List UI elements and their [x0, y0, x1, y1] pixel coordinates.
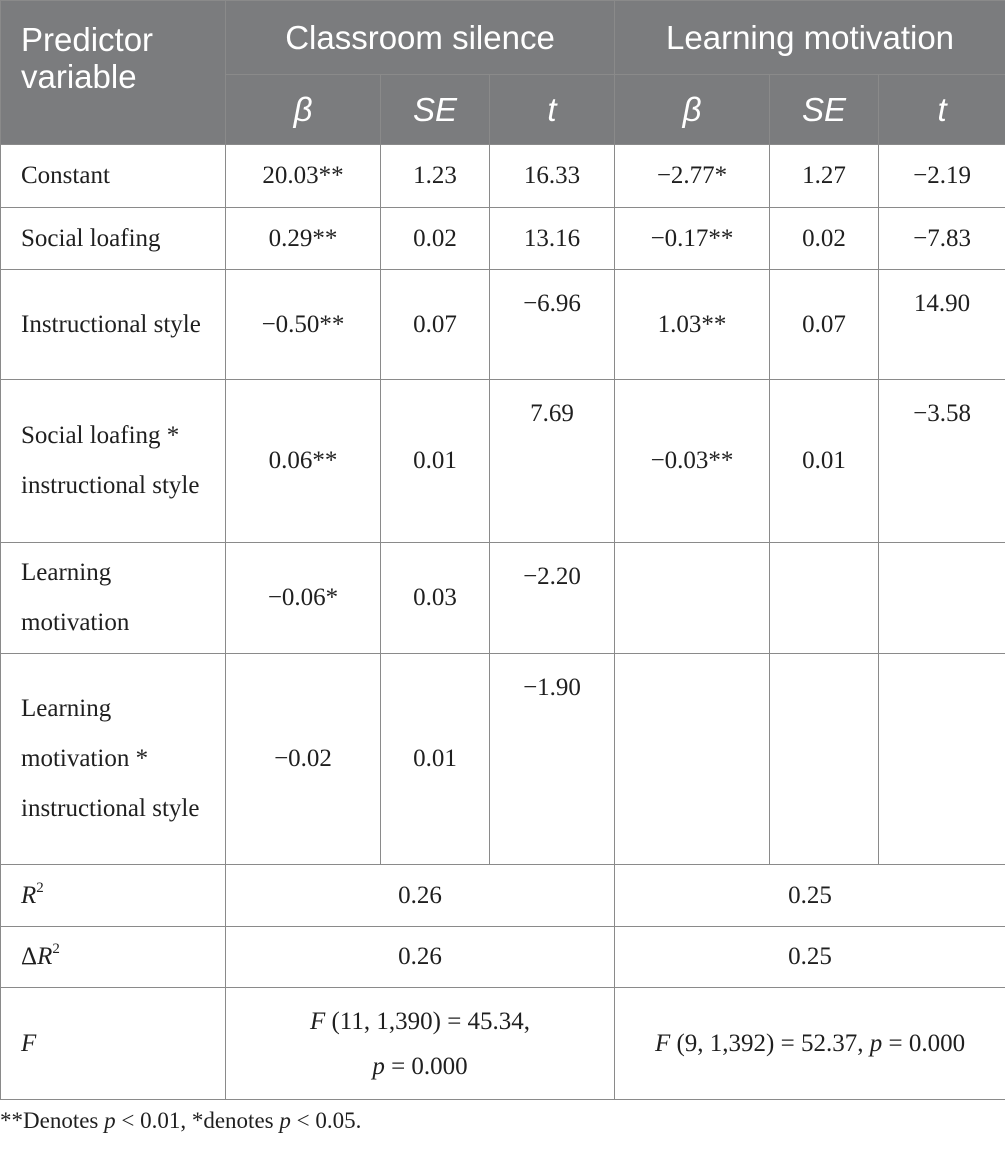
header-lm-se: SE — [770, 75, 879, 145]
cell-lm-beta: −0.17** — [615, 208, 770, 270]
cell-lm-beta: 1.03** — [615, 270, 770, 380]
row-label: Social loafing * instructional style — [1, 380, 226, 543]
delta-r-squared-row — [1, 927, 1005, 988]
cell-lm-t — [879, 543, 1005, 654]
cell-cs-beta: 0.29** — [226, 208, 381, 270]
cell-lm-se: 0.07 — [770, 270, 879, 380]
table-row — [1, 145, 1005, 208]
header-learning-motivation: Learning motivation — [615, 1, 1005, 75]
row-label: Social loafing — [1, 208, 226, 270]
cell-cs-t: −6.96 — [490, 270, 615, 380]
header-lm-t: t — [879, 75, 1005, 145]
r-squared-label: $R^2$ — [1, 865, 226, 927]
header-lm-beta: β — [615, 75, 770, 145]
row-label: Instructional style — [1, 270, 226, 380]
cell-cs-se: 0.03 — [381, 543, 490, 654]
cell-lm-se: 0.02 — [770, 208, 879, 270]
delta-r-squared-lm: 0.25 — [615, 927, 1005, 988]
cell-cs-t: 13.16 — [490, 208, 615, 270]
row-label: Learning motivation — [1, 543, 226, 654]
f-stat-lm: F (9, 1,392) = 52.37, p = 0.000 — [615, 988, 1005, 1100]
cell-lm-se: 1.27 — [770, 145, 879, 208]
cell-lm-t: −7.83 — [879, 208, 1005, 270]
table-row — [1, 380, 1005, 543]
table-row — [1, 208, 1005, 270]
table-footnote: **Denotes p < 0.01, *denotes p < 0.05. — [0, 1108, 362, 1133]
table-row — [1, 654, 1005, 865]
delta-r-squared-label: $\Delta R^2$ — [1, 927, 226, 988]
cell-cs-beta: 0.06** — [226, 380, 381, 543]
cell-lm-beta — [615, 543, 770, 654]
cell-lm-beta: −0.03** — [615, 380, 770, 543]
header-cs-se: SE — [381, 75, 490, 145]
header-cs-t: t — [490, 75, 615, 145]
cell-lm-t: −3.58 — [879, 380, 1005, 543]
cell-lm-se — [770, 654, 879, 865]
cell-lm-beta: −2.77* — [615, 145, 770, 208]
cell-cs-se: 0.01 — [381, 380, 490, 543]
r-squared-cs: 0.26 — [226, 865, 615, 927]
cell-cs-se: 1.23 — [381, 145, 490, 208]
cell-cs-beta: −0.50** — [226, 270, 381, 380]
cell-cs-t: −1.90 — [490, 654, 615, 865]
f-stat-cs: F (11, 1,390) = 45.34, p = 0.000 — [226, 988, 615, 1100]
cell-lm-se: 0.01 — [770, 380, 879, 543]
header-predictor-variable: Predictor variable — [1, 1, 226, 145]
cell-lm-t — [879, 654, 1005, 865]
f-stat-label: F — [1, 988, 226, 1100]
r-squared-row — [1, 865, 1005, 927]
cell-cs-se: 0.01 — [381, 654, 490, 865]
cell-cs-t: 16.33 — [490, 145, 615, 208]
cell-cs-se: 0.07 — [381, 270, 490, 380]
cell-cs-t: 7.69 — [490, 380, 615, 543]
header-cs-beta: β — [226, 75, 381, 145]
r-squared-lm: 0.25 — [615, 865, 1005, 927]
cell-lm-se — [770, 543, 879, 654]
cell-lm-t: −2.19 — [879, 145, 1005, 208]
cell-lm-beta — [615, 654, 770, 865]
table-row — [1, 543, 1005, 654]
cell-cs-se: 0.02 — [381, 208, 490, 270]
cell-cs-beta: −0.02 — [226, 654, 381, 865]
cell-cs-t: −2.20 — [490, 543, 615, 654]
cell-cs-beta: 20.03** — [226, 145, 381, 208]
cell-cs-beta: −0.06* — [226, 543, 381, 654]
header-classroom-silence: Classroom silence — [226, 1, 615, 75]
row-label: Constant — [1, 145, 226, 208]
delta-r-squared-cs: 0.26 — [226, 927, 615, 988]
row-label: Learning motivation * instructional style — [1, 654, 226, 865]
cell-lm-t: 14.90 — [879, 270, 1005, 380]
table-row — [1, 270, 1005, 380]
f-stat-row — [1, 988, 1005, 1100]
